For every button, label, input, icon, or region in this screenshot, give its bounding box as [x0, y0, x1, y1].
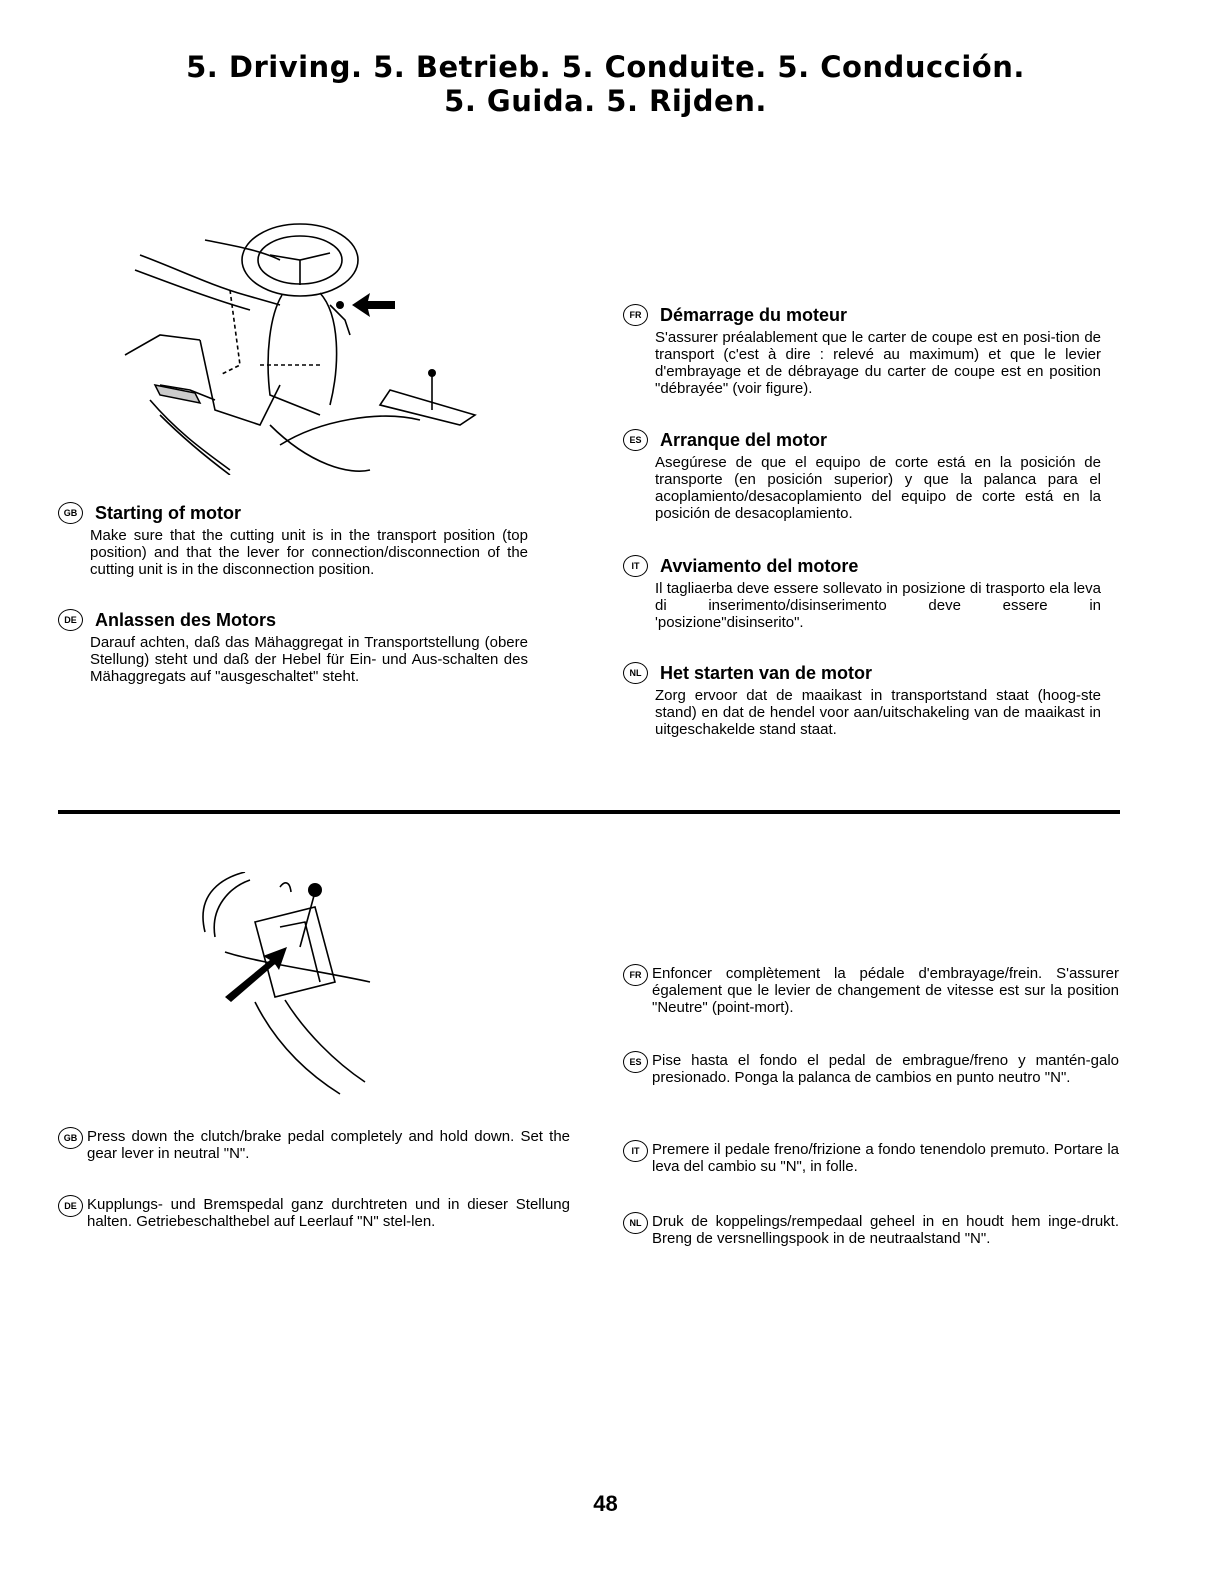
es-starting-heading: Arranque del motor — [660, 430, 828, 450]
fr-starting-text: S'assurer préalablement que le carter de coupe est en posi-tion de transport (c'est à dire : relevé au maximum) et que le levier d'embrayage et de débrayage du carter de coupe est en position "débrayée" (voir figure). — [655, 329, 1101, 397]
fr-language-badge: FR — [623, 964, 648, 986]
page-number: 48 — [593, 1491, 618, 1516]
fr-starting-heading: Démarrage du moteur — [660, 305, 848, 325]
es-clutch-instruction — [623, 1052, 1119, 1086]
es-clutch-text: Pise hasta el fondo el pedal de embrague/freno y mantén-galo presionado. Ponga la palanca de cambios en punto neutro "N". — [652, 1052, 1119, 1086]
gb-starting-heading: Starting of motor — [95, 503, 241, 523]
it-clutch-instruction — [623, 1141, 1119, 1175]
mower-steering-illustration — [120, 215, 480, 475]
fr-clutch-text: Enfoncer complètement la pédale d'embrayage/frein. S'assurer également que le levier de changement de vitesse est sur la position "Neutre" (point-mort). — [652, 965, 1119, 1016]
nl-clutch-text: Druk de koppelings/rempedaal geheel in en houdt hem inge-drukt. Breng de versnellingspook in de neutraalstand "N". — [652, 1213, 1119, 1247]
es-language-badge: ES — [623, 1051, 648, 1073]
nl-language-badge: NL — [623, 662, 648, 684]
page-title-line1: 5. Driving. 5. Betrieb. 5. Conduite. 5. Conducción. — [186, 50, 1025, 84]
de-starting-text: Darauf achten, daß das Mähaggregat in Transportstellung (obere Stellung) steht und daß der Hebel für Ein- und Aus-schalten des Mähaggregats auf "ausgeschaltet" steht. — [90, 634, 528, 685]
section-es-starting — [623, 429, 1101, 522]
section-divider — [58, 810, 1120, 814]
gb-clutch-instruction — [58, 1128, 570, 1162]
es-starting-text: Asegúrese de que el equipo de corte está en la posición de transporte (en posición superior) y que la palanca para el acoplamiento/desacoplamiento del equipo de corte está en la posición de desacoplamiento. — [655, 454, 1101, 522]
gb-clutch-text: Press down the clutch/brake pedal completely and hold down. Set the gear lever in neutral "N". — [87, 1128, 570, 1162]
it-clutch-text: Premere il pedale freno/frizione a fondo tenendolo premuto. Portare la leva del cambio su "N", in folle. — [652, 1141, 1119, 1175]
nl-starting-heading: Het starten van de motor — [660, 663, 873, 683]
it-language-badge: IT — [623, 1140, 648, 1162]
it-starting-heading: Avviamento del motore — [660, 556, 859, 576]
de-clutch-instruction — [58, 1196, 570, 1230]
it-language-badge: IT — [623, 555, 648, 577]
de-language-badge: DE — [58, 1195, 83, 1217]
section-de-starting — [58, 609, 528, 685]
page-title-line2: 5. Guida. 5. Rijden. — [444, 84, 767, 118]
nl-starting-text: Zorg ervoor dat de maaikast in transportstand staat (hoog-ste stand) en dat de hendel voor aan/uitschakeling van de maaikast in uitgeschakelde stand staat. — [655, 687, 1101, 738]
de-language-badge: DE — [58, 609, 83, 631]
fr-language-badge: FR — [623, 304, 648, 326]
nl-clutch-instruction — [623, 1213, 1119, 1247]
section-it-starting — [623, 555, 1101, 631]
nl-language-badge: NL — [623, 1212, 648, 1234]
gb-starting-text: Make sure that the cutting unit is in the transport position (top position) and that the lever for connection/disconnection of the cutting unit is in the disconnection position. — [90, 527, 528, 578]
section-fr-starting — [623, 304, 1101, 397]
de-starting-heading: Anlassen des Motors — [95, 610, 277, 630]
gb-language-badge: GB — [58, 1127, 83, 1149]
section-nl-starting — [623, 662, 1101, 738]
es-language-badge: ES — [623, 429, 648, 451]
de-clutch-text: Kupplungs- und Bremspedal ganz durchtreten und in dieser Stellung halten. Getriebeschalthebel auf Leerlauf "N" stel-len. — [87, 1196, 570, 1230]
it-starting-text: Il tagliaerba deve essere sollevato in posizione di trasporto ela leva di inserimento/disinserimento deve essere in 'posizione"disinserito". — [655, 580, 1101, 631]
gb-language-badge: GB — [58, 502, 83, 524]
section-gb-starting — [58, 502, 528, 578]
gear-lever-illustration — [195, 872, 395, 1097]
fr-clutch-instruction — [623, 965, 1119, 1016]
